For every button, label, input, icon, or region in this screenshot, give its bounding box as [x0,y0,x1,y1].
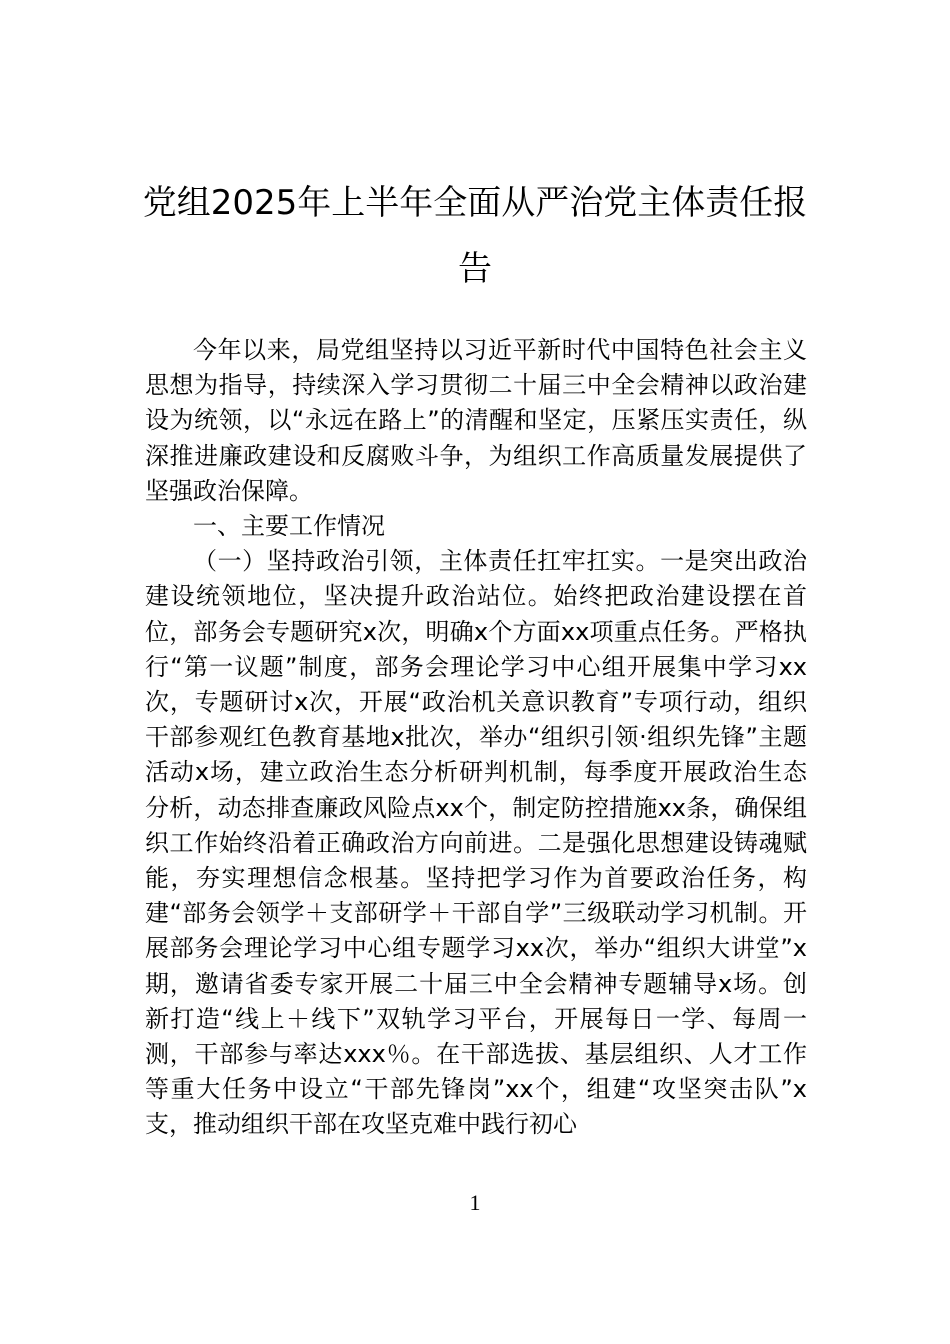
page-number: 1 [469,1190,481,1215]
section-heading: 一、主要工作情况 [193,512,385,541]
document-title: 党组2025年上半年全面从严治党主体责任报告 [142,183,808,289]
intro-paragraph: 今年以来，局党组坚持以习近平新时代中国特色社会主义思想为指导，持续深入学习贯彻二十届三中全会精神以政治建设为统领，以“永远在路上”的清醒和坚定，压紧压实责任，纵深推进廉政建设和反腐败斗争，为组织工作高质量发展提供了坚强政治保障。 [145,336,807,505]
document-body [145,333,807,1143]
section-paragraph: （一）坚持政治引领，主体责任扛牢扛实。一是突出政治建设统领地位，坚决提升政治站位。始终把政治建设摆在首位，部务会专题研究x次，明确x个方面xx项重点任务。严格执行“第一议题”制度，部务会理论学习中心组开展集中学习xx次，专题研讨x次，开展“政治机关意识教育”专项行动，组织干部参观红色教育基地x批次，举办“组织引领·组织先锋”主题活动x场，建立政治生态分析研判机制，每季度开展政治生态分析，动态排查廉政风险点xx个，制定防控措施xx条，确保组织工作始终沿着正确政治方向前进。二是强化思想建设铸魂赋能，夯实理想信念根基。坚持把学习作为首要政治任务，构建“部务会领学＋支部研学＋干部自学”三级联动学习机制。开展部务会理论学习中心组专题学习xx次，举办“组织大讲堂”x期，邀请省委专家开展二十届三中全会精神专题辅导x场。创新打造“线上＋线下”双轨学习平台，开展每日一学、每周一测，干部参与率达xxx％。在干部选拔、基层组织、人才工作等重大任务中设立“干部先锋岗”xx个，组建“攻坚突击队”x支，推动组织干部在攻坚克难中践行初心 [145,547,807,1139]
